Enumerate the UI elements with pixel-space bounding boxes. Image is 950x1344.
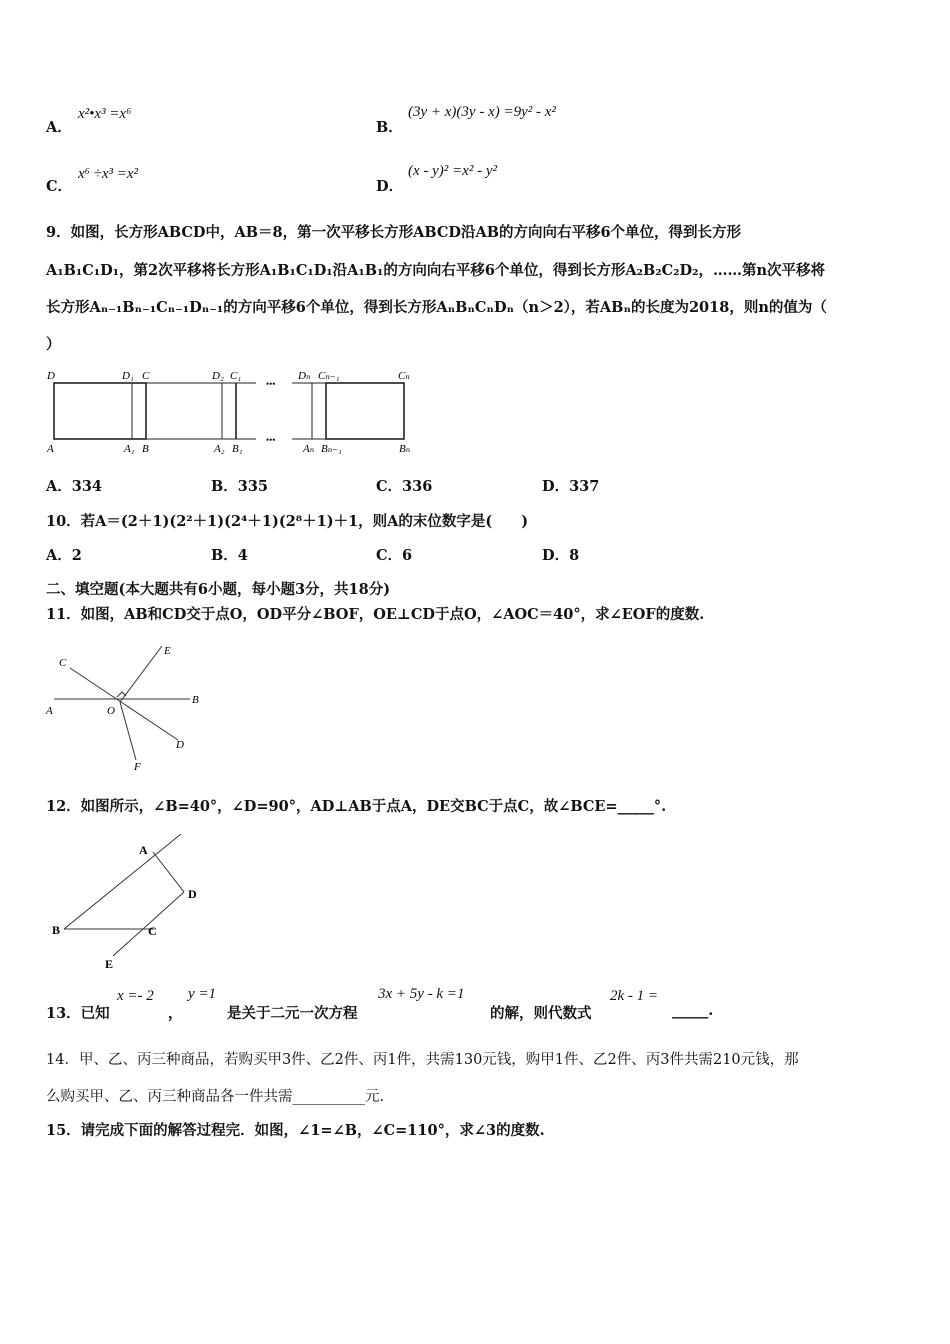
q9-label-top-7: Cₙ <box>398 370 410 382</box>
q9-label-bottom-4: B₁ <box>232 443 243 455</box>
q14-text-line1: 14．甲、乙、丙三种商品，若购买甲3件、乙2件、丙1件，共需130元钱，购甲1件、乙2件、丙3件共需210元钱，那 <box>46 1052 799 1068</box>
q11-text: 11．如图，AB和CD交于点O，OD平分∠BOF，OE⊥CD于点O，∠AOC＝40°，求∠EOF的度数. <box>46 606 705 623</box>
q9-label-bottom-2: B <box>142 443 149 455</box>
q11-label-c: C <box>59 657 67 669</box>
q9-option-b: B．335 <box>211 478 269 495</box>
q8-option-a-label: A． <box>46 119 72 136</box>
q10-option-a: A．2 <box>46 547 82 564</box>
q13-expression: 2k - 1 = <box>610 988 659 1004</box>
q12-label-e: E <box>105 957 114 971</box>
q8-option-a-expr: x²•x³ =x⁶ <box>78 106 132 122</box>
q9-label-bottom-7: Bₙ <box>399 443 411 455</box>
q9-label-bottom-0: A <box>47 443 54 455</box>
q9-label-bottom-5: Aₙ <box>303 443 315 455</box>
q9-label-top-5: Dₙ <box>298 370 311 382</box>
q9-text-line3: 长方形Aₙ₋₁Bₙ₋₁Cₙ₋₁Dₙ₋₁的方向平移6个单位，得到长方形AₙBₙCₙDₙ（n＞2），若ABₙ的长度为2018，则n的值为（ <box>46 299 827 316</box>
q10-option-d: D．8 <box>542 547 580 564</box>
q11-label-d: D <box>176 739 184 751</box>
q14-text-line2: 么购买甲、乙、丙三种商品各一件共需__________元. <box>46 1089 385 1105</box>
q9-text-line1: 9．如图，长方形ABCD中，AB＝8，第一次平移长方形ABCD沿AB的方向向右平移6个单位，得到长方形 <box>46 224 742 241</box>
q12-figure <box>46 830 216 975</box>
q9-option-c: C．336 <box>376 478 433 495</box>
q13-answer-blank: _____. <box>672 1002 714 1019</box>
q11-label-f: F <box>134 761 141 773</box>
q8-option-b-label: B． <box>376 119 403 136</box>
q13-prefix: 13．已知 <box>46 1005 110 1022</box>
q12-text: 12．如图所示，∠B=40°，∠D=90°，AD⊥AB于点A，DE交BC于点C，故∠BCE=_____°. <box>46 798 667 815</box>
q12-label-d: D <box>188 887 197 901</box>
q8-option-c-expr: x⁶ ÷x³ =x² <box>78 166 139 182</box>
q11-label-b: B <box>192 694 199 706</box>
q9-label-top-1: D₁ <box>122 370 134 382</box>
q12-label-c: C <box>148 924 157 938</box>
q13-comma: ， <box>168 1005 183 1022</box>
section-2-heading: 二、填空题(本大题共有6小题，每小题3分，共18分) <box>46 581 391 598</box>
q9-label-top-4: C₁ <box>230 370 242 382</box>
q13-mid-text-2: 的解，则代数式 <box>490 1005 592 1022</box>
q12-label-b: B <box>52 923 61 937</box>
q8-option-d-expr: (x - y)² =x² - y² <box>408 163 497 179</box>
q13-equation: 3x + 5y - k =1 <box>378 986 465 1002</box>
q9-label-top-0: D <box>47 370 55 382</box>
q9-label-top-6: Cₙ₋₁ <box>318 370 340 382</box>
q15-text: 15．请完成下面的解答过程完．如图，∠1=∠B，∠C=110°，求∠3的度数. <box>46 1122 545 1139</box>
q9-dots-bottom: ••• <box>266 435 276 445</box>
q10-option-b: B．4 <box>211 547 248 564</box>
q11-label-o: O <box>107 705 115 717</box>
q9-option-a: A．334 <box>46 478 103 495</box>
q9-label-top-3: D₂ <box>212 370 224 382</box>
q13-mid-text: 是关于二元一次方程 <box>227 1005 358 1022</box>
q9-label-bottom-6: Bₙ₋₁ <box>321 443 342 455</box>
q11-label-a: A <box>46 705 53 717</box>
q9-label-bottom-1: A₁ <box>124 443 135 455</box>
q10-text: 10．若A＝(2＋1)(2²＋1)(2⁴＋1)(2⁸＋1)＋1，则A的末位数字是( ) <box>46 513 529 530</box>
q9-text-line4: ） <box>46 336 61 353</box>
q11-figure <box>40 640 220 775</box>
q9-rectangles-figure <box>44 366 424 458</box>
q13-x-value: x =- 2 <box>117 988 154 1004</box>
q9-dots-top: ••• <box>266 379 276 389</box>
q9-label-bottom-3: A₂ <box>214 443 225 455</box>
q9-label-top-2: C <box>142 370 150 382</box>
q10-option-c: C．6 <box>376 547 413 564</box>
q8-option-c-label: C． <box>46 178 73 195</box>
q8-option-b-expr: (3y + x)(3y - x) =9y² - x² <box>408 104 556 120</box>
q9-option-d: D．337 <box>542 478 600 495</box>
q8-option-d-label: D． <box>376 178 404 195</box>
q11-label-e: E <box>164 645 171 657</box>
q9-text-line2: A₁B₁C₁D₁，第2次平移将长方形A₁B₁C₁D₁沿A₁B₁的方向向右平移6个单位，得到长方形A₂B₂C₂D₂，……第n次平移将 <box>46 262 825 279</box>
q12-label-a: A <box>139 843 148 857</box>
q13-y-value: y =1 <box>188 986 217 1002</box>
